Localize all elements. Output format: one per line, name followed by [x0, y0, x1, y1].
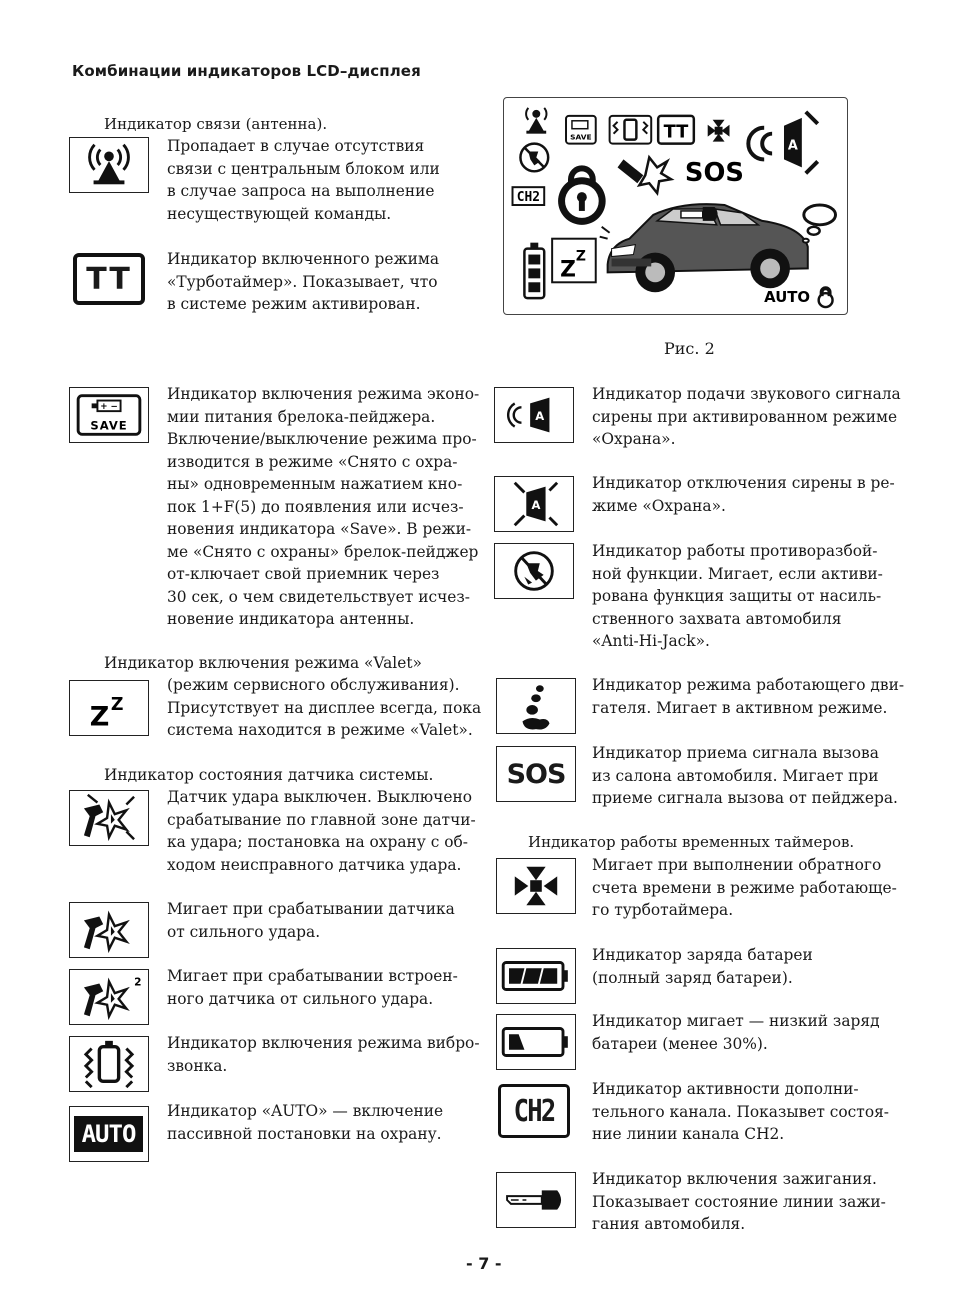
text-line: Мигает при выполнении обратного	[592, 856, 882, 874]
text-line: «Охрана».	[592, 430, 676, 448]
text-line: Присутствует на дисплее всегда, пока	[167, 698, 482, 717]
text-vibro	[167, 1032, 480, 1077]
siren-off-icon	[494, 476, 574, 532]
text-siren-on	[592, 383, 901, 451]
text-line: пассивной постановки на охрану.	[167, 1124, 442, 1143]
text-line: срабатывание по главной зоне датчи-	[167, 810, 476, 829]
text-line: Индикатор режима работающего дви-	[592, 676, 905, 694]
antihijack-icon	[494, 543, 574, 599]
text-line: Индикатор включенного режима	[167, 250, 440, 268]
text-battery-full	[592, 944, 813, 989]
text-line: Индикатор активности дополни-	[592, 1080, 859, 1098]
text-line: Пропадает в случае отсутствия	[167, 137, 425, 155]
text-line: от-ключает свой приемник через	[167, 565, 440, 583]
text-line: гателя. Мигает в активном режиме.	[592, 698, 888, 717]
text-line: 30 сек, о чем свидетельствует исчез-	[167, 587, 470, 606]
timer-cross-icon	[496, 858, 576, 914]
text-line: ны» одновременным нажатием кно-	[167, 475, 463, 493]
page-number: - 7 -	[466, 1254, 502, 1273]
text-line: Датчик удара выключен. Выключено	[167, 788, 472, 806]
text-antihijack	[592, 540, 883, 653]
valet-zz-icon	[69, 680, 149, 736]
fig-call-bubble-icon	[803, 205, 836, 243]
fig-battery-icon	[524, 243, 544, 298]
fig-engine-icon	[618, 157, 672, 193]
fig-save-label: SAVE	[570, 132, 592, 142]
page-title: Комбинации индикаторов LCD–дисплея	[72, 62, 421, 80]
text-siren-off	[592, 472, 895, 517]
text-line: Мигает при срабатывании датчика	[167, 900, 455, 918]
text-line: сирены при активированном режиме	[592, 407, 898, 426]
svg-text:Z: Z	[110, 694, 124, 715]
text-line: жиме «Охрана».	[592, 496, 726, 515]
ignition-key-icon	[496, 1172, 576, 1228]
text-antenna	[167, 135, 440, 225]
battery-low-icon	[496, 1014, 576, 1070]
fig-antihijack-icon	[520, 144, 548, 172]
text-line: ме «Снято с охраны» брелок-пейджер	[167, 542, 479, 561]
siren-on-icon	[494, 387, 574, 443]
fig-ch2-label: CH2	[516, 190, 540, 206]
text-line: Включение/выключение режима про-	[167, 430, 477, 448]
fig-auto-lock-icon	[819, 286, 833, 307]
text-timers	[592, 854, 897, 922]
text-line: тельного канала. Показывет состоя-	[592, 1102, 889, 1121]
text-turbotimer	[167, 248, 439, 316]
fig-sos-label: SOS	[684, 158, 744, 189]
builtin-sensor-icon-label: 2	[134, 976, 142, 989]
text-ch2	[592, 1078, 889, 1146]
fig-lock-icon	[558, 165, 606, 224]
text-line: ние линии канала CH2.	[592, 1125, 785, 1143]
text-line: (режим сервисного обслуживания).	[167, 676, 460, 694]
text-line: «Anti-Hi-Jack».	[592, 632, 710, 650]
text-line: в случае запроса на выполнение	[167, 182, 435, 200]
fig-antenna-icon	[526, 108, 546, 134]
text-line: Индикатор подачи звукового сигнала	[592, 385, 901, 403]
text-line: счета времени в режиме работающе-	[592, 878, 897, 897]
text-sos	[592, 742, 898, 810]
text-sensor-hit	[167, 898, 455, 943]
text-sensor-builtin	[167, 965, 458, 1010]
text-engine	[592, 674, 904, 719]
siren-on-icon-label: A	[535, 408, 545, 423]
text-line: Индикатор включения зажигания.	[592, 1170, 877, 1188]
ch2-icon-label: CH2	[513, 1093, 555, 1129]
figure-caption: Рис. 2	[664, 339, 715, 358]
turbotimer-icon	[73, 253, 145, 305]
text-line: звонка.	[167, 1056, 228, 1075]
text-battery-low	[592, 1010, 880, 1055]
text-line: Индикатор приема сигнала вызова	[592, 744, 879, 762]
save-icon-label: SAVE	[90, 418, 128, 433]
text-line: (полный заряд батареи).	[592, 968, 793, 987]
battery-full-icon	[496, 948, 576, 1004]
fig-valet-icon	[552, 239, 596, 283]
heading-valet: Индикатор включения режима «Valet»	[104, 654, 422, 672]
text-line: Индикатор включения режима эконо-	[167, 385, 480, 403]
fig-tt-label: TT	[663, 121, 689, 143]
fig-vibro-icon	[610, 116, 652, 144]
text-line: ходом неисправного датчика удара.	[167, 855, 462, 874]
vibro-pager-icon	[69, 1036, 149, 1092]
lcd-display-figure	[503, 97, 848, 315]
text-line: рована функция защиты от насиль-	[592, 587, 882, 605]
text-line: Индикатор заряда батареи	[592, 946, 813, 964]
text-line: несуществующей команды.	[167, 204, 392, 223]
builtin-sensor-icon	[69, 969, 149, 1025]
svg-text:Z: Z	[575, 248, 586, 265]
text-line: новение индикатора антенны.	[167, 610, 415, 628]
text-line: от сильного удара.	[167, 922, 321, 941]
text-line: Индикатор «AUTO» — включение	[167, 1102, 444, 1120]
text-line: Индикатор включения режима вибро-	[167, 1034, 480, 1052]
text-save	[167, 383, 479, 631]
sos-icon-label: SOS	[506, 758, 566, 790]
text-line: Показывает состояние линии зажи-	[592, 1192, 886, 1211]
text-line: «Турботаймер». Показывает, что	[167, 272, 438, 291]
text-line: из салона автомобиля. Мигает при	[592, 766, 879, 785]
fig-ch2-icon	[513, 187, 545, 205]
text-line: приеме сигнала вызова от пейджера.	[592, 789, 898, 807]
siren-off-icon-label: A	[531, 497, 541, 512]
text-line: ной функции. Мигает, если активи-	[592, 564, 883, 583]
text-line: система находится в режиме «Valet».	[167, 721, 473, 739]
fig-siren-label: A	[787, 138, 798, 154]
text-line: мии питания брелока-пейджера.	[167, 407, 436, 426]
text-line: го турботаймера.	[592, 901, 734, 919]
heading-timers: Индикатор работы временных таймеров.	[528, 833, 855, 851]
engine-running-icon	[496, 678, 576, 734]
turbotimer-icon-label: TT	[86, 261, 132, 297]
svg-text:Z: Z	[89, 701, 110, 733]
text-line: гания автомобиля.	[592, 1215, 746, 1233]
text-line: Мигает при срабатывании встроен-	[167, 967, 458, 985]
svg-text:Z: Z	[560, 257, 576, 283]
auto-icon-label: AUTO	[74, 1116, 143, 1152]
svg-text:+ −: + −	[100, 402, 118, 413]
heading-sensor: Индикатор состояния датчика системы.	[104, 766, 434, 784]
auto-arm-icon	[69, 1106, 149, 1162]
text-line: Индикатор работы противоразбой-	[592, 542, 878, 560]
text-line: ственного захвата автомобиля	[592, 609, 842, 628]
text-sensor-off	[167, 786, 476, 876]
heading-antenna: Индикатор связи (антенна).	[104, 115, 328, 133]
shock-sensor-off-icon	[69, 790, 149, 846]
antenna-icon	[69, 137, 149, 193]
text-ignition	[592, 1168, 886, 1236]
text-line: ного датчика от сильного удара.	[167, 989, 434, 1008]
text-line: в системе режим активирован.	[167, 295, 421, 313]
save-battery-icon	[69, 387, 149, 443]
text-line: новения индикатора «Save». В режи-	[167, 520, 472, 538]
text-valet	[167, 674, 481, 742]
text-line: Индикатор мигает — низкий заряд	[592, 1012, 880, 1030]
text-auto	[167, 1100, 443, 1145]
fig-timer-icon	[708, 120, 730, 142]
text-line: батареи (менее 30%).	[592, 1034, 768, 1053]
text-line: изводится в режиме «Снято с охра-	[167, 452, 458, 471]
sos-icon	[496, 746, 576, 802]
ch2-channel-icon	[498, 1084, 570, 1138]
text-line: ка удара; постановка на охрану с об-	[167, 833, 468, 851]
text-line: пок 1+F(5) до появления или исчез-	[167, 497, 464, 516]
fig-siren-icon	[748, 112, 817, 173]
text-line: Индикатор отключения сирены в ре-	[592, 474, 895, 492]
shock-sensor-hit-icon	[69, 902, 149, 958]
fig-auto-label: AUTO	[764, 288, 811, 307]
fig-save-icon	[566, 116, 596, 144]
fig-tt-icon	[658, 116, 694, 144]
text-line: связи с центральным блоком или	[167, 159, 440, 178]
